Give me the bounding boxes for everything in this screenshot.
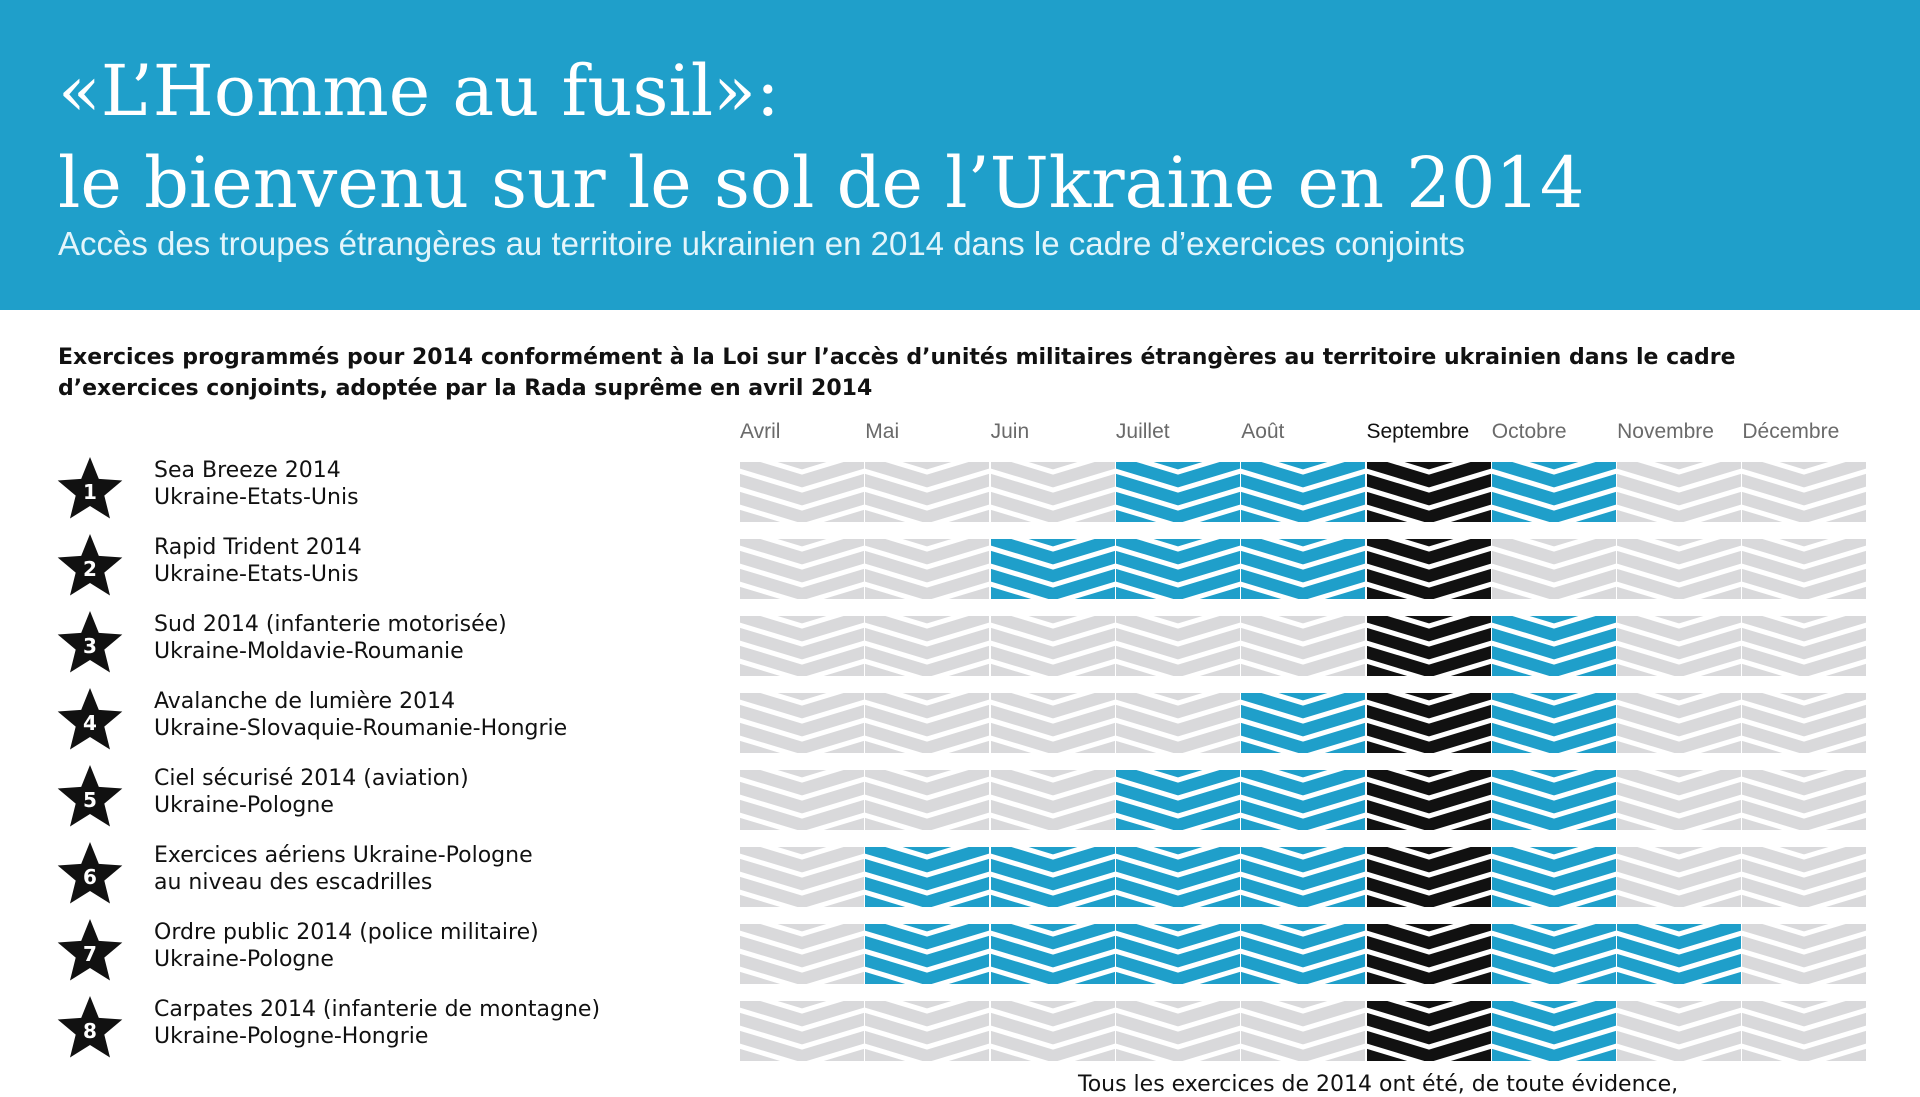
schedule-cell-inactive (1742, 924, 1867, 984)
schedule-cell-active (1241, 693, 1366, 753)
schedule-cell-inactive (740, 616, 865, 676)
schedule-cell-active (1492, 616, 1617, 676)
schedule-cell-highlight (1367, 616, 1492, 676)
svg-text:1: 1 (83, 480, 97, 504)
schedule-cell-active (1116, 924, 1241, 984)
schedule-cell-highlight (1367, 693, 1492, 753)
schedule-cell-inactive (1742, 693, 1867, 753)
schedule-cell-inactive (1492, 539, 1617, 599)
star-number-icon (56, 764, 124, 830)
schedule-cell-inactive (991, 616, 1116, 676)
schedule-cell-inactive (1742, 770, 1867, 830)
svg-text:4: 4 (83, 711, 97, 735)
page-title-line1: «L’Homme au fusil»: (58, 50, 780, 132)
exercise-name: Ciel sécurisé 2014 (aviation) (154, 766, 469, 791)
schedule-cell-active (1492, 693, 1617, 753)
svg-text:2: 2 (83, 557, 97, 581)
schedule-cell-inactive (740, 770, 865, 830)
schedule-cell-active (991, 847, 1116, 907)
schedule-cell-inactive (865, 616, 990, 676)
footnote: Tous les exercices de 2014 ont été, de toute évidence, (1078, 1072, 1679, 1097)
header-banner (0, 0, 1920, 310)
schedule-cell-active (1241, 462, 1366, 522)
exercise-label (0, 452, 720, 528)
schedule-cell-highlight (1367, 1001, 1492, 1061)
schedule-cell-active (1492, 770, 1617, 830)
schedule-cell-inactive (865, 462, 990, 522)
month-label: Octobre (1491, 420, 1567, 443)
schedule-cell-active (1116, 770, 1241, 830)
schedule-cell-inactive (1742, 847, 1867, 907)
schedule-cell-active (1617, 924, 1742, 984)
schedule-cell-active (1241, 924, 1366, 984)
schedule-cell-highlight (1367, 539, 1492, 599)
month-label: Avril (740, 420, 781, 443)
star-number-icon (56, 456, 124, 522)
schedule-cell-inactive (991, 1001, 1116, 1061)
schedule-cell-active (1492, 847, 1617, 907)
month-label: Mai (865, 420, 900, 443)
schedule-cell-inactive (865, 1001, 990, 1061)
schedule-cell-inactive (1742, 1001, 1867, 1061)
schedule-cell-active (1241, 770, 1366, 830)
month-label: Août (1241, 420, 1285, 443)
star-number-icon (56, 687, 124, 753)
schedule-cell-active (865, 924, 990, 984)
schedule-cell-inactive (1617, 693, 1742, 753)
svg-text:5: 5 (83, 788, 97, 812)
exercise-countries: Ukraine-Moldavie-Roumanie (154, 639, 464, 664)
schedule-cell-active (991, 924, 1116, 984)
month-label: Juin (990, 420, 1030, 443)
exercise-label (0, 606, 720, 682)
schedule-cell-inactive (1617, 770, 1742, 830)
schedule-cell-inactive (1116, 616, 1241, 676)
schedule-cell-inactive (1617, 847, 1742, 907)
schedule-cell-inactive (1617, 539, 1742, 599)
svg-text:6: 6 (83, 865, 97, 889)
schedule-cell-inactive (1742, 462, 1867, 522)
star-number-icon (56, 533, 124, 599)
exercise-label (0, 683, 720, 759)
exercise-name: Carpates 2014 (infanterie de montagne) (154, 997, 601, 1022)
schedule-cell-inactive (1742, 616, 1867, 676)
exercise-countries: Ukraine-Etats-Unis (154, 562, 359, 587)
exercise-name: Ordre public 2014 (police militaire) (154, 920, 539, 945)
schedule-cell-inactive (1116, 1001, 1241, 1061)
schedule-cell-inactive (991, 693, 1116, 753)
schedule-cell-highlight (1367, 770, 1492, 830)
schedule-cell-inactive (1617, 1001, 1742, 1061)
exercise-label (0, 914, 720, 990)
exercise-name: Avalanche de lumière 2014 (154, 689, 456, 714)
schedule-cell-inactive (991, 462, 1116, 522)
star-number-icon (56, 918, 124, 984)
schedule-cell-active (991, 539, 1116, 599)
schedule-cell-inactive (740, 693, 865, 753)
schedule-cell-inactive (1241, 1001, 1366, 1061)
schedule-cell-inactive (1742, 539, 1867, 599)
svg-text:8: 8 (83, 1019, 97, 1043)
schedule-cell-inactive (740, 924, 865, 984)
schedule-cell-inactive (740, 539, 865, 599)
schedule-cell-inactive (740, 847, 865, 907)
schedule-cell-highlight (1367, 462, 1492, 522)
exercise-name: Sea Breeze 2014 (154, 458, 341, 483)
star-number-icon (56, 841, 124, 907)
svg-text:3: 3 (83, 634, 97, 658)
schedule-cell-inactive (865, 539, 990, 599)
schedule-cell-inactive (740, 1001, 865, 1061)
month-label: Septembre (1366, 420, 1470, 443)
schedule-cell-inactive (865, 770, 990, 830)
month-label: Juillet (1115, 420, 1170, 443)
svg-text:7: 7 (83, 942, 97, 966)
exercise-countries: Ukraine-Pologne (154, 793, 334, 818)
schedule-cell-active (1241, 539, 1366, 599)
exercise-countries: Ukraine-Etats-Unis (154, 485, 359, 510)
exercise-label (0, 991, 720, 1067)
schedule-cell-active (1241, 847, 1366, 907)
schedule-cell-inactive (1617, 616, 1742, 676)
exercise-countries: Ukraine-Pologne-Hongrie (154, 1024, 429, 1049)
month-label: Décembre (1742, 420, 1840, 443)
star-number-icon (56, 995, 124, 1061)
exercise-name: Rapid Trident 2014 (154, 535, 362, 560)
exercise-countries: Ukraine-Pologne (154, 947, 334, 972)
exercise-label (0, 760, 720, 836)
exercise-label (0, 529, 720, 605)
exercise-name: Sud 2014 (infanterie motorisée) (154, 612, 507, 637)
schedule-cell-inactive (1617, 462, 1742, 522)
schedule-cell-highlight (1367, 847, 1492, 907)
exercise-countries: Ukraine-Slovaquie-Roumanie-Hongrie (154, 716, 568, 741)
exercise-countries: au niveau des escadrilles (154, 870, 433, 895)
schedule-cell-highlight (1367, 924, 1492, 984)
schedule-cell-active (1116, 847, 1241, 907)
schedule-cell-active (1492, 462, 1617, 522)
schedule-cell-active (865, 847, 990, 907)
schedule-cell-active (1116, 462, 1241, 522)
schedule-cell-inactive (991, 770, 1116, 830)
exercise-label (0, 837, 720, 913)
page-title-line2: le bienvenu sur le sol de l’Ukraine en 2014 (58, 142, 1585, 224)
schedule-cell-inactive (865, 693, 990, 753)
month-label: Novembre (1617, 420, 1714, 443)
exercise-name: Exercices aériens Ukraine-Pologne (154, 843, 533, 868)
schedule-cell-inactive (1241, 616, 1366, 676)
schedule-cell-active (1116, 539, 1241, 599)
intro-text: Exercices programmés pour 2014 conformément à la Loi sur l’accès d’unités militaires étrangères au territoire ukrainien dans le cadre d’exercices conjoints, adoptée par la Rada suprême en avril 2014 (58, 345, 1736, 401)
schedule-cell-inactive (740, 462, 865, 522)
schedule-cell-active (1492, 924, 1617, 984)
schedule-cell-active (1492, 1001, 1617, 1061)
schedule-cell-inactive (1116, 693, 1241, 753)
page-subtitle: Accès des troupes étrangères au territoire ukrainien en 2014 dans le cadre d’exercices conjoints (58, 225, 1465, 262)
star-number-icon (56, 610, 124, 676)
